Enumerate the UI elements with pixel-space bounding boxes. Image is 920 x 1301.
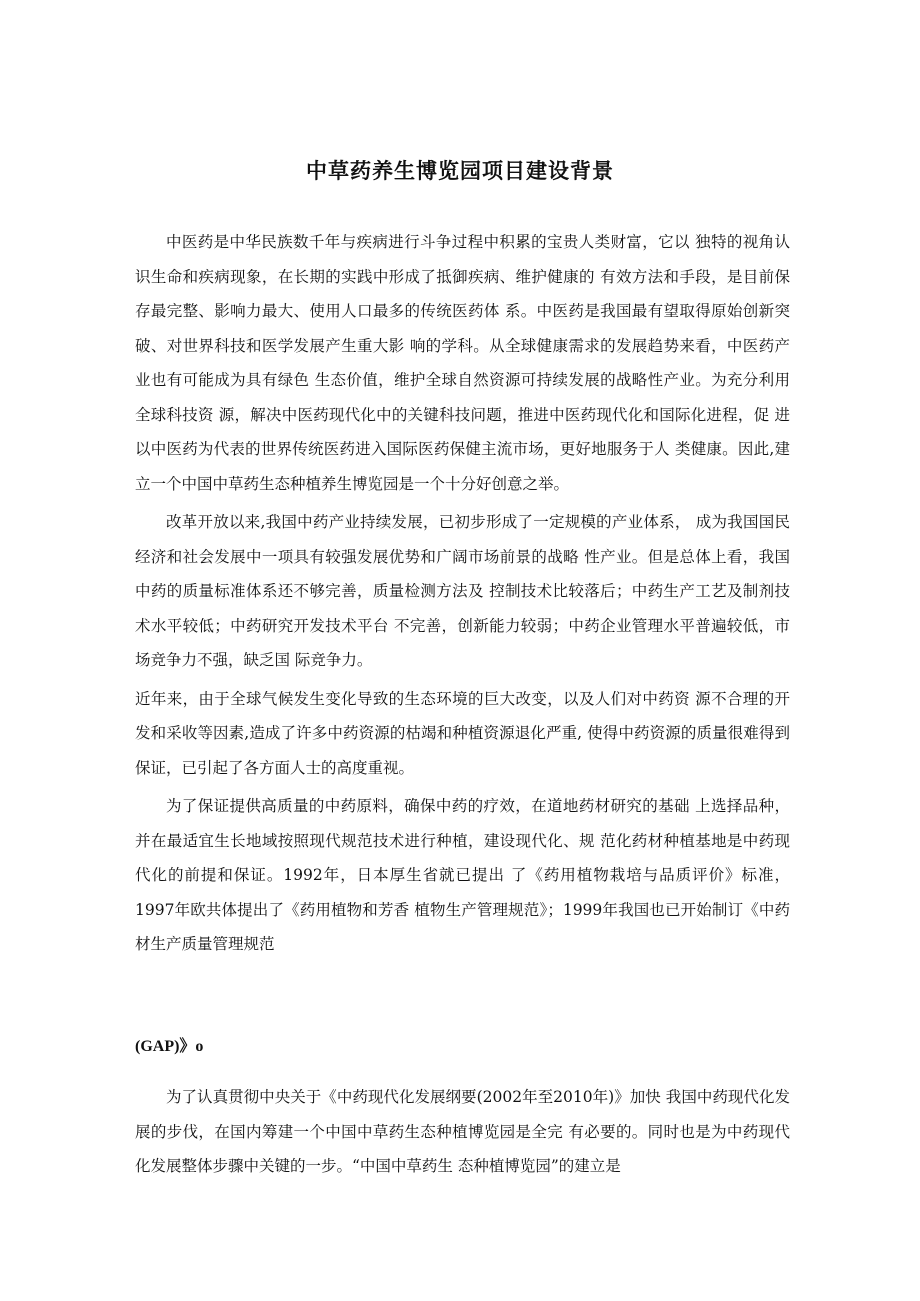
document-body [135,225,790,966]
paragraph-4: 为了保证提供高质量的中药原料，确保中药的疗效，在道地药材研究的基础 上选择品种，并在最适宜生长地域按照现代规范技术进行种植，建设现代化、规 范化药材种植基地是中药现代化的前提和保证。1992年，日本厚生省就已提出 了《药用植物栽培与品质评价》标准，1997年欧共体提出了《药用植物和芳香 植物生产管理规范》；1999年我国也已开始制订《中药材生产质量管理规范 [135,797,790,953]
gap-line: (GAP)》o [135,1038,204,1055]
paragraph-3: 近年来，由于全球气候发生变化导致的生态环境的巨大改变，以及人们对中药资 源不合理的开发和采收等因素,造成了许多中药资源的枯竭和种植资源退化严重, 使得中药资源的质量很难得到保证，已引起了各方面人士的高度重视。 [135,689,790,777]
page-title: 中草药养生博览园项目建设背景 [306,159,614,183]
paragraph-5: 为了认真贯彻中央关于《中药现代化发展纲要(2002年至2010年)》加快 我国中药现代化发展的步伐，在国内筹建一个中国中草药生态种植博览园是全完 有必要的。同时也是为中药现代化发展整体步骤中关键的一步。“中国中草药生 态种植博览园”的建立是 [135,1088,790,1175]
paragraph-2: 改革开放以来,我国中药产业持续发展，已初步形成了一定规模的产业体系， 成为我国国民经济和社会发展中一项具有较强发展优势和广阔市场前景的战略 性产业。但是总体上看，我国中药的质量标准体系还不够完善，质量检测方法及 控制技术比较落后；中药生产工艺及制剂技术水平较低；中药研究开发技术平台 不完善，创新能力较弱；中药企业管理水平普遍较低，市场竞争力不强，缺乏国 际竞争力。 [135,513,790,669]
paragraph-1: 中医药是中华民族数千年与疾病进行斗争过程中积累的宝贵人类财富，它以 独特的视角认识生命和疾病现象，在长期的实践中形成了抵御疾病、维护健康的 有效方法和手段，是目前保存最完整、影响力最大、使用人口最多的传统医药体 系。中医药是我国最有望取得原始创新突破、对世界科技和医学发展产生重大影 响的学科。从全球健康需求的发展趋势来看，中医药产业也有可能成为具有绿色 生态价值，维护全球自然资源可持续发展的战略性产业。为充分利用全球科技资 源，解决中医药现代化中的关键科技问题，推进中医药现代化和国际化进程，促 进以中医药为代表的世界传统医药进入国际医药保健主流市场，更好地服务于人 类健康。因此,建立一个中国中草药生态种植养生博览园是一个十分好创意之举。 [135,233,790,493]
